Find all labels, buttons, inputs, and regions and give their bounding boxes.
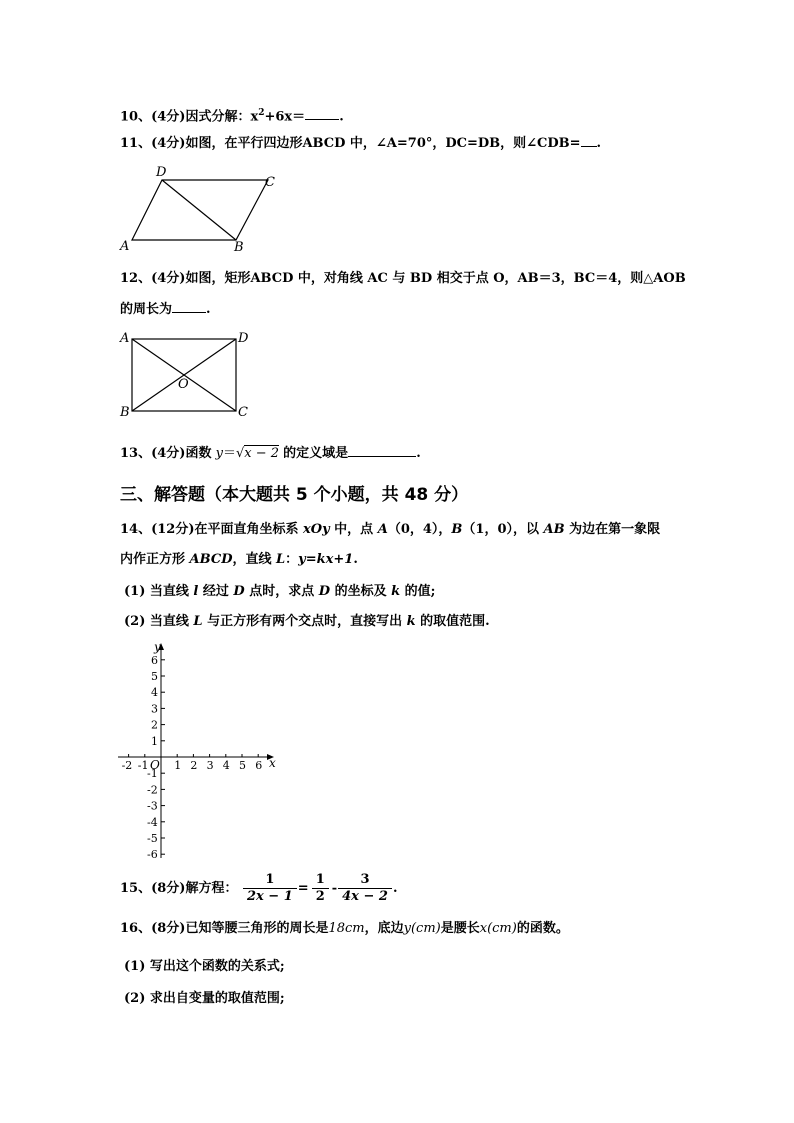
section-3-title: 三、解答题（本大题共 5 个小题，共 48 分） (120, 485, 469, 505)
y-tick-label: -5 (147, 832, 158, 845)
question-10 (120, 104, 344, 126)
q14-s1c: 点时，求点 (244, 584, 319, 599)
question-16 (120, 920, 569, 938)
label-o: O (178, 377, 189, 392)
y-tick-label: -2 (147, 783, 158, 797)
q13-y: y (215, 446, 223, 461)
question-16-sub1: (1) 写出这个函数的关系式; (124, 959, 285, 974)
q10-answer-blank (305, 107, 339, 120)
label-c: C (265, 175, 275, 190)
parallelogram-figure (110, 160, 290, 255)
sqrt-symbol: √ (235, 446, 245, 461)
q15-fraction-3 (338, 872, 392, 905)
q14-s1b: 经过 (198, 584, 234, 599)
q14-l1b: 中，点 (329, 522, 378, 537)
q11-text: 11、(4分)如图，在平行四边形ABCD 中，∠A=70°，DC=DB，则∠CDB= (120, 136, 581, 151)
x-tick-label: 2 (190, 759, 198, 772)
q14-abcd: ABCD (189, 552, 233, 567)
q12-end: . (206, 302, 211, 317)
coordinate-axes (112, 636, 292, 866)
q10-expr-exp: 2 (258, 108, 265, 118)
q15-end: . (392, 881, 398, 896)
q13-answer-blank (348, 444, 416, 457)
q14-eqn: y=kx+1 (298, 552, 354, 567)
q14-l2c: ： (285, 552, 299, 567)
q14-s1d2: D (318, 584, 331, 599)
q14-s2l: L (193, 614, 203, 629)
q14-s1d: D (233, 584, 245, 599)
q14-a: A (377, 522, 388, 537)
q15-minus: - (331, 881, 338, 896)
parallelogram-shape (132, 180, 268, 240)
q14-xoy: xOy (303, 522, 330, 537)
q16-b: ，底边 (364, 921, 404, 936)
question-15 (120, 872, 397, 908)
q14-l2d: . (353, 552, 358, 567)
q16-perim: 18cm (328, 921, 365, 936)
q11-answer-blank (581, 134, 597, 147)
q15-fraction-1 (243, 872, 297, 905)
q10-expr-base: x (250, 109, 259, 125)
q12-line2: 的周长为 (120, 302, 173, 317)
q14-l2b: ，直线 (232, 552, 276, 567)
x-tick-label: -2 (121, 759, 133, 772)
q14-l2a: 内作正方形 (120, 552, 190, 567)
label-d: D (238, 331, 249, 346)
q16-a: 16、(8分)已知等腰三角形的周长是 (120, 921, 329, 936)
question-13 (120, 444, 421, 463)
q14-s2a: (2) 当直线 (124, 614, 194, 629)
q14-s2c: 的取值范围. (415, 614, 490, 629)
y-tick-label: 1 (151, 734, 158, 748)
q16-d: 的函数。 (516, 921, 569, 936)
y-axis-label: y (154, 640, 161, 654)
q15-fraction-2 (310, 872, 331, 905)
label-d: D (156, 165, 167, 180)
q12-answer-blank (172, 300, 206, 313)
x-tick-label: 3 (206, 759, 214, 772)
q14-l1a: 14、(12分)在平面直角坐标系 (120, 522, 304, 537)
q15-f2-num: 1 (315, 872, 325, 887)
q15-f3-num: 3 (360, 872, 370, 887)
q14-s1dd: 的坐标及 (330, 584, 392, 599)
y-tick-label: 5 (151, 670, 158, 683)
q15-f1-den: 2x − 1 (243, 888, 297, 905)
y-tick-label: 2 (151, 718, 158, 732)
label-b: B (234, 240, 244, 255)
x-tick-label: 1 (174, 759, 182, 772)
q14-b-coord: （1，0），以 (462, 522, 544, 537)
q14-s1a: (1) 当直线 (124, 584, 194, 599)
label-a: A (120, 239, 130, 254)
question-12-line1 (120, 270, 686, 288)
q14-b: B (451, 522, 463, 537)
origin-label: O (150, 758, 160, 772)
x-tick-label: 6 (255, 759, 263, 772)
y-tick-label: 6 (151, 653, 158, 667)
q14-s1k: k (391, 584, 401, 599)
question-12-line2 (120, 300, 211, 319)
label-a: A (120, 331, 130, 346)
x-tick-label: 4 (222, 759, 230, 772)
x-tick-label: -1 (137, 759, 149, 772)
q16-x: x(cm) (479, 921, 517, 936)
x-tick-label: 5 (239, 759, 246, 772)
q14-s1e: 的值; (400, 584, 436, 599)
y-tick-label: -4 (147, 815, 158, 829)
q15-eq: = (297, 881, 309, 896)
rectangle-figure (112, 328, 252, 423)
q15-prefix: 15、(8分)解方程： (120, 881, 238, 896)
question-16-sub2: (2) 求出自变量的取值范围; (124, 991, 285, 1006)
label-c: C (238, 405, 248, 420)
q14-s1l: l (193, 584, 199, 599)
q10-prefix: 10、(4分)因式分解： (120, 109, 251, 125)
q12-line1: 12、(4分)如图，矩形ABCD 中，对角线 AC 与 BD 相交于点 O，AB＝3，BC＝4，则△AOB (120, 271, 686, 286)
q13-suffix: 的定义域是 (283, 446, 349, 461)
x-axis-label: x (269, 756, 276, 770)
y-tick-label: -1 (147, 767, 158, 781)
q10-end: . (339, 109, 344, 125)
question-14-line2 (120, 551, 358, 569)
q14-s2b: 与正方形有两个交点时，直接写出 (202, 614, 407, 629)
y-tick-label: -6 (147, 848, 158, 862)
q14-l: L (276, 552, 286, 567)
q13-eq: ＝ (222, 446, 236, 461)
q15-f1-num: 1 (265, 872, 275, 887)
q13-prefix: 13、(4分)函数 (120, 446, 212, 461)
q15-f2-den: 2 (312, 888, 329, 905)
q11-end: . (596, 136, 602, 151)
diagonal-db (162, 180, 236, 240)
q14-s2k: k (406, 614, 416, 629)
y-tick-label: 4 (151, 686, 158, 700)
q16-c: 是腰长 (440, 921, 480, 936)
question-14-line1 (120, 521, 660, 539)
label-b: B (120, 405, 130, 420)
q10-expr-rest: +6x＝ (264, 109, 306, 125)
question-14-sub1 (124, 583, 435, 601)
y-tick-label: -3 (147, 799, 158, 813)
q13-radicand: x − 2 (244, 446, 280, 461)
q14-l1c: 为边在第一象限 (564, 522, 661, 537)
question-14-sub2 (124, 613, 490, 631)
q16-y: y(cm) (403, 921, 441, 936)
question-11 (120, 134, 601, 153)
q14-ab: AB (543, 522, 565, 537)
q15-f3-den: 4x − 2 (338, 888, 392, 905)
q13-end: . (416, 446, 421, 461)
q14-a-coord: （0，4）， (387, 522, 452, 537)
y-tick-label: 3 (151, 702, 158, 716)
